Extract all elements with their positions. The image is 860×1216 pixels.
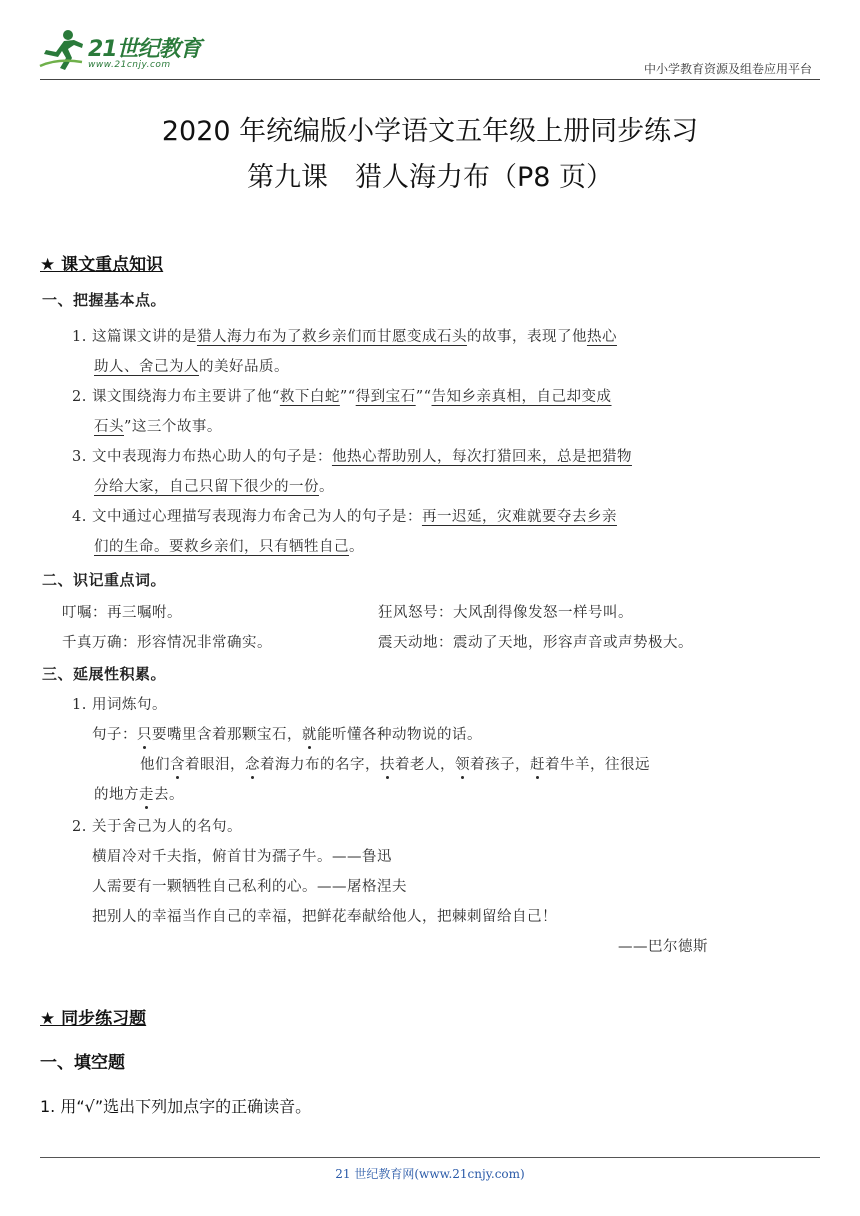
sent3-b: 去。	[154, 787, 184, 803]
word-item: 狂风怒号：大风刮得像发怒一样号叫。	[378, 605, 633, 621]
item2-answer1: 救下白蛇	[279, 389, 340, 405]
sent2-e: 着孩子，	[470, 757, 530, 773]
section-heading-exercises: ★ 同步练习题	[40, 1009, 147, 1029]
item1-line2	[94, 355, 289, 376]
page-subtitle: 第九课 猎人海力布（P8 页）	[246, 162, 614, 193]
sent2-f: 着牛羊，往很远	[545, 757, 650, 773]
sent2-d: 着老人，	[395, 757, 455, 773]
quote-line: 把别人的幸福当作自己的幸福，把鲜花奉献给他人，把棘刺留给自己！	[92, 909, 557, 925]
question-1: 1. 用“√”选出下列加点字的正确读音。	[40, 1097, 312, 1116]
sub1-heading: 1. 用词炼句。	[72, 697, 167, 713]
sub2-heading: 2. 关于舍己为人的名句。	[72, 819, 242, 835]
item1-answer2b: 助人、舍己为人	[94, 359, 199, 375]
logo-url: www.21cnjy.com	[88, 60, 171, 70]
item3-answer-b: 分给大家，自己只留下很少的一份	[94, 479, 319, 495]
word-item: 震天动地：震动了天地，形容声音或声势极大。	[378, 635, 693, 651]
logo-text: 21世纪教育	[88, 37, 201, 62]
item2-answer3a: 告知乡亲真相，自己却变成	[431, 389, 612, 405]
dotted-char: 扶	[380, 757, 395, 773]
sent2-a: 他们	[140, 757, 170, 773]
quote-author: ——巴尔德斯	[618, 939, 708, 955]
dotted-char: 就	[302, 727, 317, 743]
part1-heading: 一、把握基本点。	[42, 291, 167, 309]
page-header	[0, 0, 860, 90]
item3-pre: 3. 文中表现海力布热心助人的句子是：	[72, 449, 332, 465]
item4-line1	[72, 505, 617, 526]
part3-heading: 三、延展性积累。	[42, 665, 167, 683]
item2-answer2: 得到宝石	[355, 389, 416, 405]
sent2-c: 着海力布的名字，	[260, 757, 380, 773]
quote-line: 横眉冷对千夫指，俯首甘为孺子牛。——鲁迅	[92, 849, 392, 865]
word-item: 千真万确：形容情况非常确实。	[62, 635, 272, 651]
item3-line1	[72, 445, 632, 466]
runner-logo-icon	[38, 28, 86, 72]
item2-pre: 2. 课文围绕海力布主要讲了他“	[72, 389, 280, 405]
sent3-a: 的地方	[94, 787, 139, 803]
quote-line: 人需要有一颗牺牲自己私利的心。——屠格涅夫	[92, 879, 407, 895]
sent2-b: 着眼泪，	[185, 757, 245, 773]
part2-heading: 二、识记重点词。	[42, 571, 167, 589]
item1-pre: 1. 这篇课文讲的是	[72, 329, 197, 345]
section-heading-knowledge: ★ 课文重点知识	[40, 255, 164, 275]
dotted-char: 走	[139, 787, 154, 803]
page-title: 2020 年统编版小学语文五年级上册同步练习	[161, 116, 699, 147]
item3-post: 。	[319, 479, 334, 495]
item3-line2	[94, 475, 334, 496]
dotted-char: 领	[455, 757, 470, 773]
exercise-heading: 一、填空题	[40, 1053, 125, 1073]
dotted-char: 念	[245, 757, 260, 773]
item2-answer3b: 石头	[94, 419, 124, 435]
site-logo[interactable]	[38, 28, 208, 78]
item2-line1	[72, 385, 612, 406]
sent1-a: 要嘴里含着那颗宝石，	[152, 727, 302, 743]
header-divider	[40, 79, 820, 80]
item4-pre: 4. 文中通过心理描写表现海力布舍己为人的句子是：	[72, 509, 422, 525]
item2-line2	[94, 415, 222, 436]
footer-link[interactable]: 21 世纪教育网(www.21cnjy.com)	[335, 1167, 525, 1181]
item4-line2	[94, 535, 364, 556]
item2-sep2: ”“	[415, 389, 432, 405]
dotted-char: 含	[170, 757, 185, 773]
footer-divider	[40, 1157, 820, 1158]
item1-answer1: 猎人海力布为了救乡亲们而甘愿变成石头	[196, 329, 467, 345]
item2-sep1: ”“	[339, 389, 356, 405]
item4-post: 。	[349, 539, 364, 555]
example-sentence-3	[94, 783, 184, 804]
item4-answer-a: 再一迟延，灾难就要夺去乡亲	[421, 509, 617, 525]
word-item: 叮嘱：再三嘱咐。	[62, 605, 182, 621]
dotted-char: 只	[137, 727, 152, 743]
header-tagline: 中小学教育资源及组卷应用平台	[643, 62, 812, 76]
item1-answer2a: 热心	[586, 329, 617, 345]
item3-answer-a: 他热心帮助别人，每次打猎回来，总是把猎物	[331, 449, 632, 465]
item1-line1	[72, 325, 617, 346]
item2-post: ”这三个故事。	[124, 419, 222, 435]
sent1-b: 能听懂各种动物说的话。	[317, 727, 482, 743]
dotted-char: 赶	[530, 757, 545, 773]
example-sentence-1	[92, 723, 482, 744]
item4-answer-b: 们的生命。要救乡亲们，只有牺牲自己	[94, 539, 349, 555]
sent1-pre: 句子：	[92, 727, 137, 743]
item1-mid: 的故事，表现了他	[466, 329, 587, 345]
example-sentence-2	[140, 753, 650, 774]
item1-post: 的美好品质。	[199, 359, 289, 375]
